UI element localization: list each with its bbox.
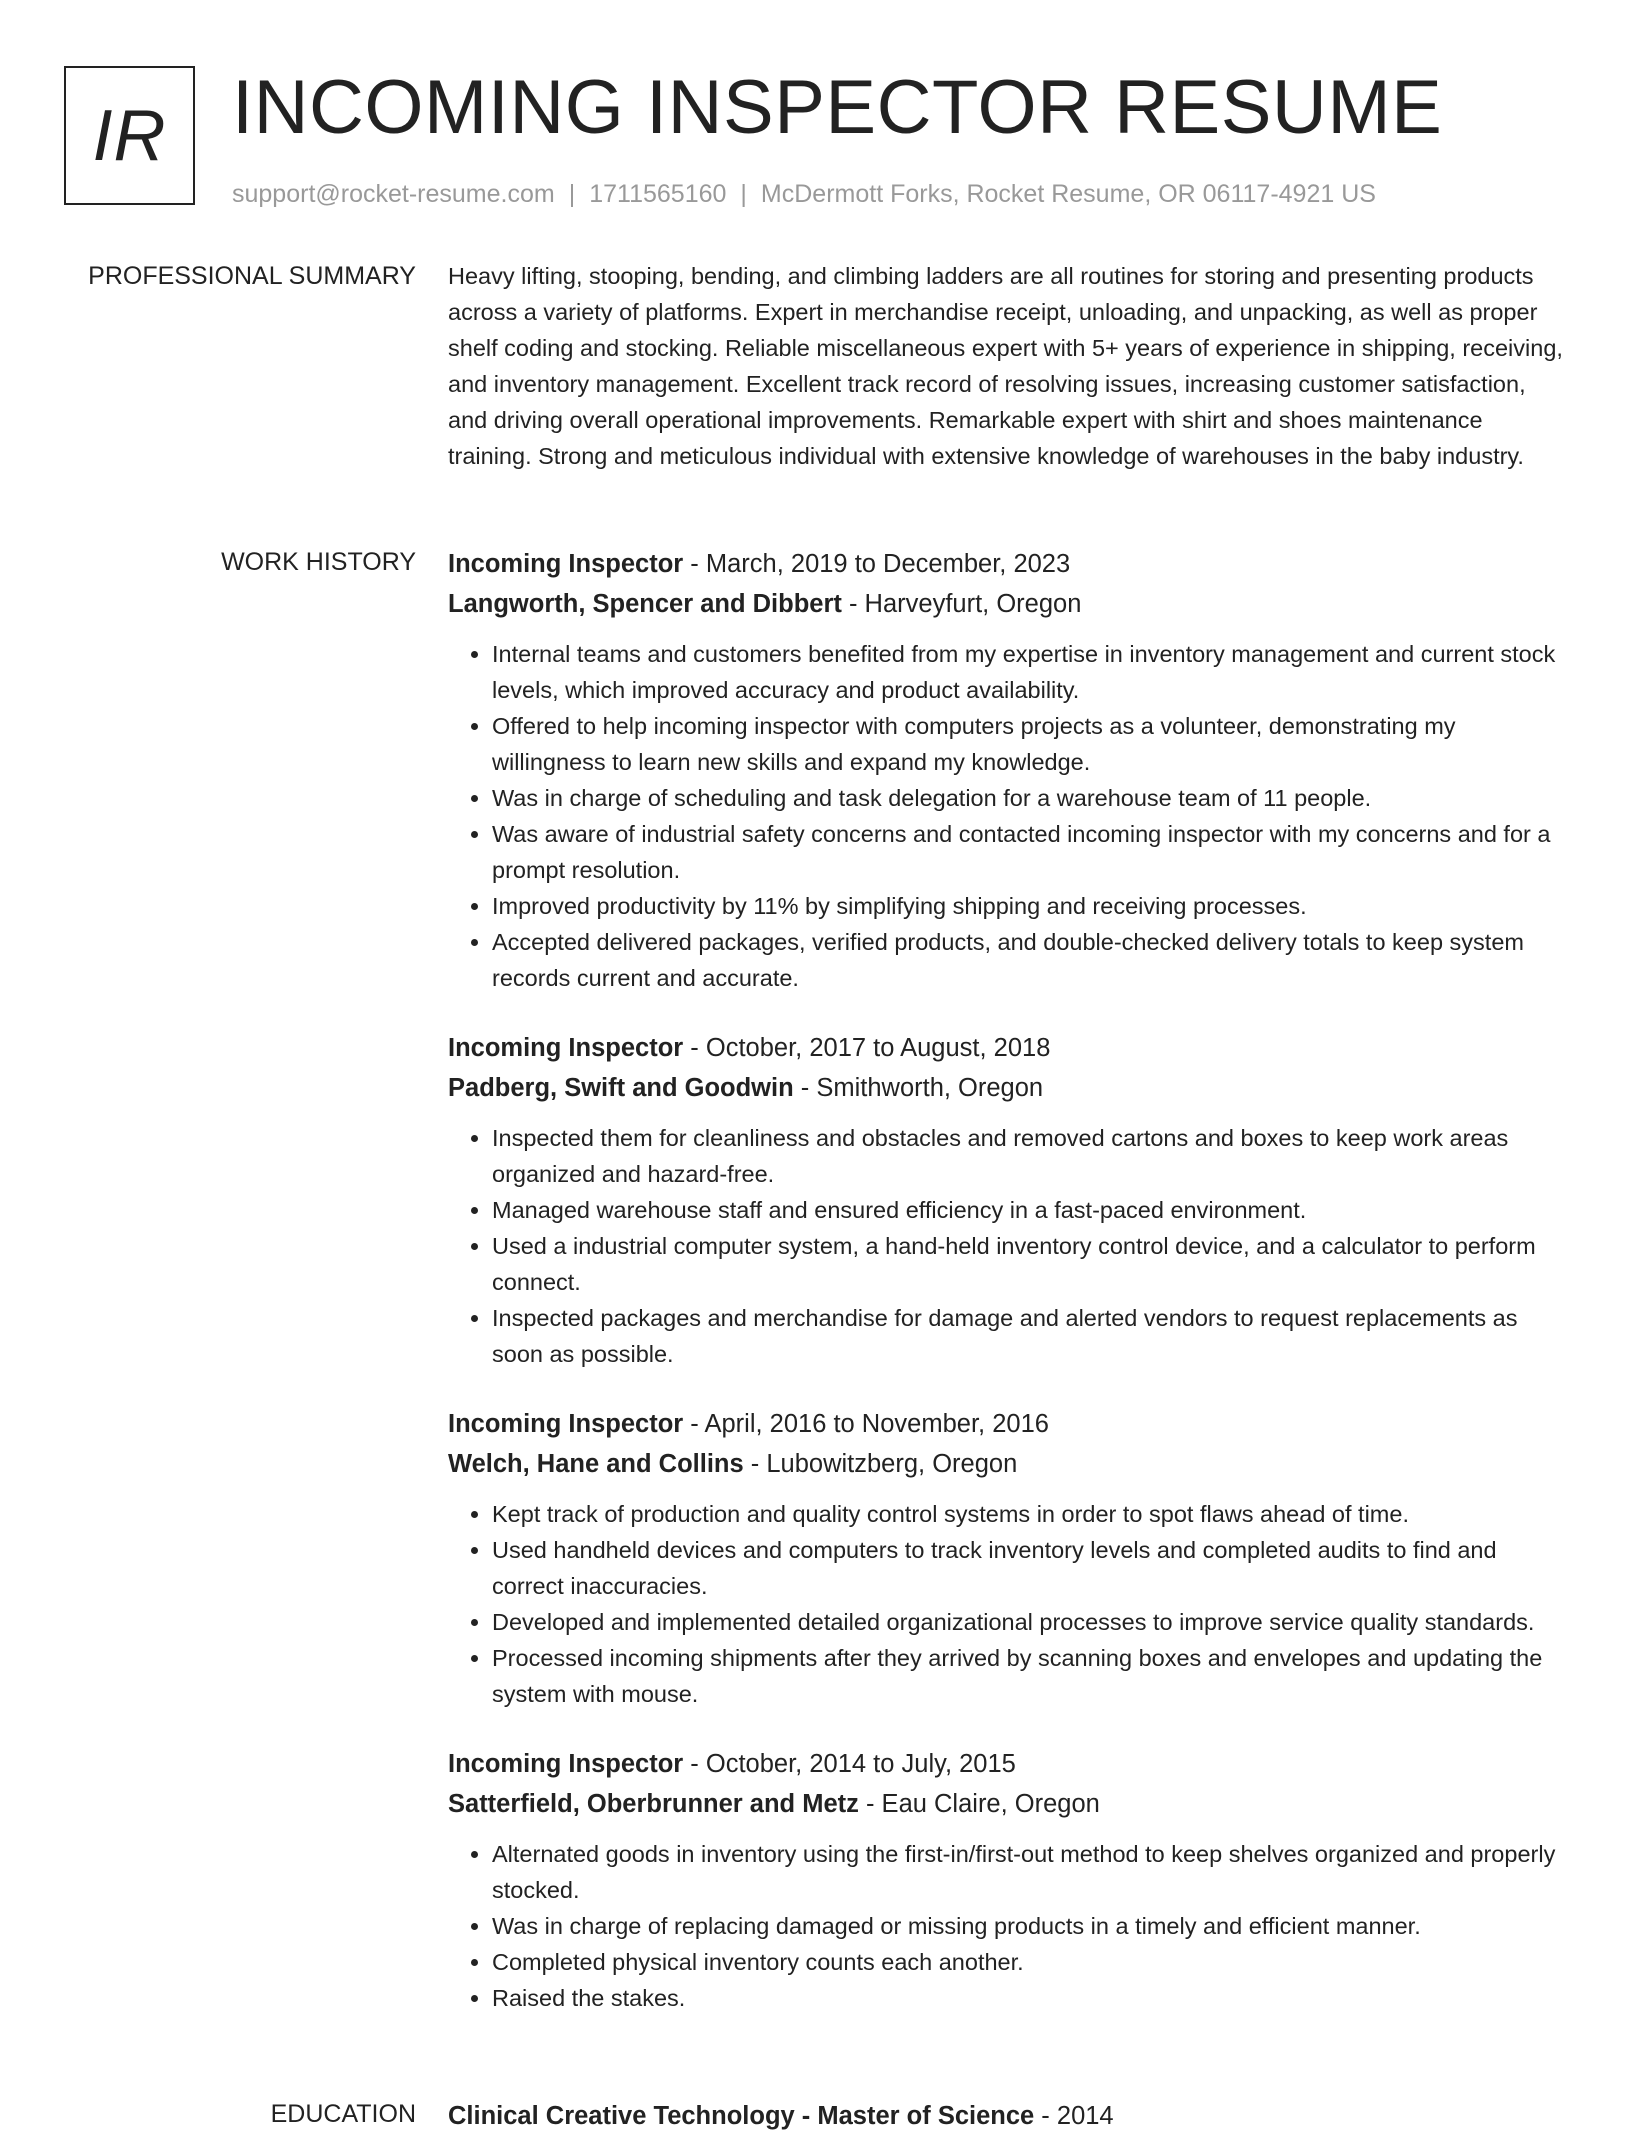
job-title-line	[448, 1404, 1570, 1444]
job-bullet: • Inspected packages and merchandise for damage and alerted vendors to request replacements as soon as possible.	[492, 1300, 1570, 1372]
job-bullets	[448, 1496, 1570, 1712]
job-location: - Lubowitzberg, Oregon	[750, 1450, 1018, 1478]
job-bullet: • Was in charge of replacing damaged or missing products in a timely and efficient manner.	[492, 1908, 1570, 1944]
job-bullet: • Used a industrial computer system, a hand-held inventory control device, and a calculator to perform connect.	[492, 1228, 1570, 1300]
job-company: Padberg, Swift and Goodwin	[448, 1074, 794, 1102]
job-title-line	[448, 1744, 1570, 1784]
contact-address: McDermott Forks, Rocket Resume, OR 06117-4921 US	[760, 180, 1376, 208]
job-bullet: • Offered to help incoming inspector with computers projects as a volunteer, demonstrating my willingness to learn new skills and expand my knowledge.	[492, 708, 1570, 780]
monogram-logo	[64, 66, 195, 205]
job-bullet: • Accepted delivered packages, verified products, and double-checked delivery totals to keep system records current and accurate.	[492, 924, 1570, 996]
job-bullet: • Kept track of production and quality control systems in order to spot flaws ahead of time.	[492, 1496, 1570, 1532]
job-bullets	[448, 1836, 1570, 2016]
job-dates: - March, 2019 to December, 2023	[690, 550, 1071, 578]
job-title: Incoming Inspector	[448, 1034, 684, 1062]
job-bullet: • Internal teams and customers benefited from my expertise in inventory management and current stock levels, which improved accuracy and product availability.	[492, 636, 1570, 708]
job-location: - Harveyfurt, Oregon	[848, 590, 1082, 618]
job-entry	[448, 1404, 1570, 1712]
job-title-line	[448, 544, 1570, 584]
education-year: 2014	[1056, 2102, 1114, 2130]
page-title: INCOMING INSPECTOR RESUME	[232, 65, 1443, 150]
job-bullet: • Completed physical inventory counts each another.	[492, 1944, 1570, 1980]
contact-email: support@rocket-resume.com	[232, 180, 555, 208]
education-school: Clinical Creative Technology	[448, 2102, 795, 2130]
section-label: EDUCATION	[270, 2100, 416, 2128]
contact-phone: 1711565160	[589, 180, 727, 208]
job-bullet: • Improved productivity by 11% by simplifying shipping and receiving processes.	[492, 888, 1570, 924]
section-body	[448, 258, 1570, 474]
monogram-initials: IR	[92, 95, 167, 176]
job-dates: - October, 2017 to August, 2018	[690, 1034, 1051, 1062]
job-company: Welch, Hane and Collins	[448, 1450, 744, 1478]
job-bullet: • Raised the stakes.	[492, 1980, 1570, 2016]
job-location: - Smithworth, Oregon	[800, 1074, 1044, 1102]
job-bullet: • Managed warehouse staff and ensured efficiency in a fast-paced environment.	[492, 1192, 1570, 1228]
contact-separator: |	[568, 180, 576, 208]
job-entry	[448, 544, 1570, 996]
job-company: Langworth, Spencer and Dibbert	[448, 590, 842, 618]
job-company: Satterfield, Oberbrunner and Metz	[448, 1790, 859, 1818]
resume-header	[64, 66, 1592, 212]
job-title: Incoming Inspector	[448, 1750, 684, 1778]
job-company-line	[448, 584, 1570, 624]
job-bullets	[448, 1120, 1570, 1372]
job-bullets	[448, 636, 1570, 996]
job-title: Incoming Inspector	[448, 550, 684, 578]
job-title: Incoming Inspector	[448, 1410, 684, 1438]
job-company-line	[448, 1444, 1570, 1484]
job-bullet: • Processed incoming shipments after they arrived by scanning boxes and envelopes and updating the system with mouse.	[492, 1640, 1570, 1712]
work-history-list	[448, 544, 1570, 2048]
education-degree: Master of Science	[817, 2102, 1035, 2130]
job-title-line	[448, 1028, 1570, 1068]
job-dates: - October, 2014 to July, 2015	[690, 1750, 1016, 1778]
education-line: Clinical Creative Technology - Master of Science - 2014	[448, 2102, 1114, 2130]
contact-separator: |	[740, 180, 747, 208]
job-entry	[448, 1744, 1570, 2016]
contact-line	[232, 180, 1592, 209]
job-dates: - April, 2016 to November, 2016	[690, 1410, 1049, 1438]
job-bullet: • Used handheld devices and computers to track inventory levels and completed audits to find and correct inaccuracies.	[492, 1532, 1570, 1604]
job-bullet: • Was aware of industrial safety concerns and contacted incoming inspector with my concerns and for a prompt resolution.	[492, 816, 1570, 888]
section-label: PROFESSIONAL SUMMARY	[88, 262, 416, 290]
summary-text: Heavy lifting, stooping, bending, and climbing ladders are all routines for storing and presenting products across a variety of platforms. Expert in merchandise receipt, unloading, and unpacking, as well as proper shelf coding and stocking. Reliable miscellaneous expert with 5+ years of experience in shipping, receiving, and inventory management. Excellent track record of resolving issues, increasing customer satisfaction, and driving overall operational improvements. Remarkable expert with shirt and shoes maintenance training. Strong and meticulous individual with extensive knowledge of warehouses in the baby industry.	[448, 263, 1563, 469]
job-location: - Eau Claire, Oregon	[865, 1790, 1100, 1818]
job-bullet: • Inspected them for cleanliness and obstacles and removed cartons and boxes to keep work areas organized and hazard-free.	[492, 1120, 1570, 1192]
job-bullet: • Alternated goods in inventory using the first-in/first-out method to keep shelves organized and properly stocked.	[492, 1836, 1570, 1908]
job-entry	[448, 1028, 1570, 1372]
job-company-line	[448, 1784, 1570, 1824]
job-company-line	[448, 1068, 1570, 1108]
job-bullet: • Developed and implemented detailed organizational processes to improve service quality standards.	[492, 1604, 1570, 1640]
section-body	[448, 2096, 1570, 2136]
title-block	[232, 66, 1592, 209]
job-bullet: • Was in charge of scheduling and task delegation for a warehouse team of 11 people.	[492, 780, 1570, 816]
section-label: WORK HISTORY	[221, 548, 416, 576]
